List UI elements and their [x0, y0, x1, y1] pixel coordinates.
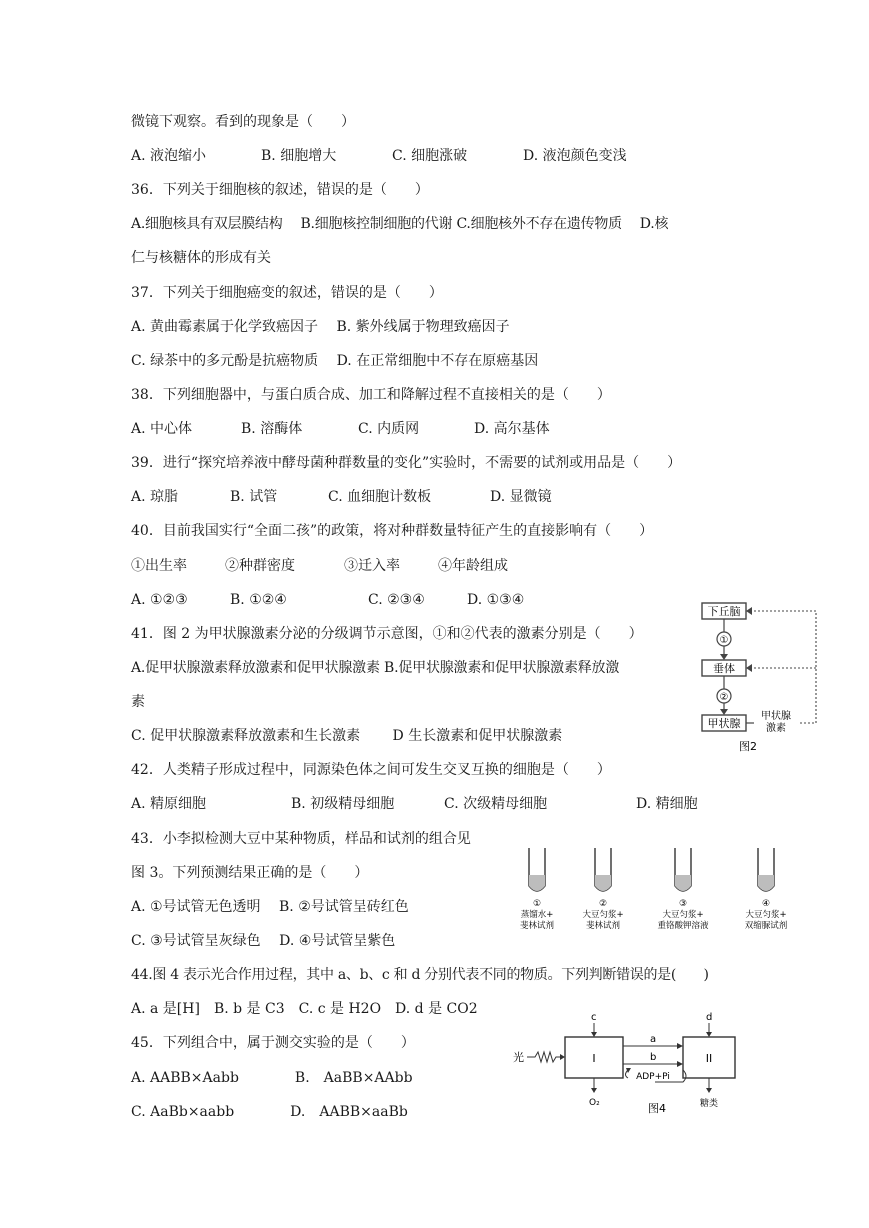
q39-option-b: B. 试管	[230, 489, 278, 505]
tube-3-label-2: 重铬酸钾溶液	[657, 921, 709, 931]
tube-4	[745, 848, 788, 931]
q40-option-d: D. ①③④	[467, 592, 525, 608]
q43-stem-line1: 43．小李拟检测大豆中某种物质，样品和试剂的组合见	[131, 831, 471, 847]
q35-stem-tail: 微镜下观察。看到的现象是（ ）	[131, 114, 355, 130]
q42-option-a: A. 精原细胞	[131, 796, 207, 812]
q38-option-b: B. 溶酶体	[241, 421, 303, 437]
q40-item-2: ②种群密度	[225, 558, 295, 574]
fig4-b-label: b	[650, 1052, 657, 1063]
tube-1-number: ①	[532, 899, 542, 909]
q36-stem: 36．下列关于细胞核的叙述，错误的是（ ）	[131, 182, 429, 198]
tube-1-label-2: 斐林试剂	[519, 921, 555, 931]
fig2-hormone-1-marker: ①	[719, 635, 729, 646]
q41-options-ab-line2: 素	[131, 694, 145, 710]
fig4-o2-label: O₂	[589, 1098, 600, 1108]
tube-3-label-1: 大豆匀浆+	[662, 910, 704, 920]
fig2-thyroid-hormone-label-2: 激素	[766, 723, 786, 734]
q35-option-d: D. 液泡颜色变浅	[523, 148, 627, 164]
tube-4-number: ④	[761, 899, 771, 909]
figure-2-thyroid-diagram	[696, 598, 828, 758]
q39-option-c: C. 血细胞计数板	[328, 489, 432, 505]
q42-stem: 42．人类精子形成过程中，同源染色体之间可发生交叉互换的细胞是（ ）	[131, 762, 611, 778]
tube-2	[582, 848, 623, 931]
q41-stem: 41．图 2 为甲状腺激素分泌的分级调节示意图，①和②代表的激素分别是（ ）	[131, 626, 643, 642]
q37-options-ab: A. 黄曲霉素属于化学致癌因子 B. 紫外线属于物理致癌因子	[131, 319, 510, 335]
tube-3	[657, 848, 709, 931]
q40-option-b: B. ①②④	[230, 592, 287, 608]
fig4-a-label: a	[650, 1034, 657, 1045]
q36-options-line2: 仁与核糖体的形成有关	[131, 250, 271, 266]
q38-option-d: D. 高尔基体	[474, 421, 550, 437]
q44-stem: 44.图 4 表示光合作用过程，其中 a、b、c 和 d 分别代表不同的物质。下列判断错误的是( )	[131, 967, 709, 983]
q40-option-a: A. ①②③	[131, 592, 188, 608]
tube-2-label-2: 斐林试剂	[585, 921, 621, 931]
fig4-d-label: d	[706, 1012, 713, 1023]
fig2-hormone-2-marker: ②	[719, 692, 729, 703]
q35-option-a: A. 液泡缩小	[131, 148, 207, 164]
q40-item-4: ④年龄组成	[438, 558, 508, 574]
q37-options-cd: C. 绿茶中的多元酚是抗癌物质 D. 在正常细胞中不存在原癌基因	[131, 353, 539, 369]
tube-3-number: ③	[678, 899, 688, 909]
q39-stem: 39．进行“探究培养液中酵母菌种群数量的变化”实验时，不需要的试剂或用品是（ ）	[131, 455, 682, 471]
q40-item-3: ③迁入率	[344, 558, 400, 574]
fig2-pituitary-label: 垂体	[713, 662, 735, 675]
q36-options-line1: A.细胞核具有双层膜结构 B.细胞核控制细胞的代谢 C.细胞核外不存在遗传物质 D.核	[131, 216, 669, 232]
q35-option-c: C. 细胞涨破	[392, 148, 468, 164]
q45-options-cd: C. AaBb×aabb D. AABB×aaBb	[131, 1104, 408, 1120]
tube-4-label-2: 双缩脲试剂	[744, 921, 788, 931]
q43-options-ab: A. ①号试管无色透明 B. ②号试管呈砖红色	[131, 899, 409, 915]
q44-options: A. a 是[H] B. b 是 C3 C. c 是 H2O D. d 是 CO2	[131, 1001, 478, 1017]
fig4-sugar-label: 糖类	[699, 1099, 719, 1109]
fig4-c-label: c	[591, 1012, 597, 1023]
tube-1-label-1: 蒸馏水+	[520, 910, 554, 920]
q43-options-cd: C. ③号试管呈灰绿色 D. ④号试管呈紫色	[131, 933, 396, 949]
q38-option-a: A. 中心体	[131, 421, 193, 437]
figure-3-test-tubes	[500, 844, 800, 936]
fig4-stage-2-label: II	[705, 1052, 713, 1065]
q40-option-c: C. ②③④	[368, 592, 425, 608]
q38-option-c: C. 内质网	[358, 421, 420, 437]
fig2-thyroid-label: 甲状腺	[707, 717, 741, 730]
fig4-light-label: 光	[513, 1051, 524, 1064]
tube-1	[520, 848, 555, 931]
q39-option-a: A. 琼脂	[131, 489, 179, 505]
fig2-hypothalamus-label: 下丘脑	[707, 605, 741, 618]
q39-option-d: D. 显微镜	[490, 489, 552, 505]
q41-options-ab-line1: A.促甲状腺激素释放激素和促甲状腺激素 B.促甲状腺激素和促甲状腺激素释放激	[131, 660, 620, 676]
q35-option-b: B. 细胞增大	[261, 148, 337, 164]
fig4-stage-1-label: I	[592, 1052, 596, 1065]
q40-stem: 40．目前我国实行“全面二孩”的政策，将对种群数量特征产生的直接影响有（ ）	[131, 523, 654, 539]
fig2-caption: 图2	[739, 740, 757, 753]
fig2-thyroid-hormone-label-1: 甲状腺	[761, 711, 791, 722]
tube-2-number: ②	[598, 899, 608, 909]
q45-stem: 45．下列组合中，属于测交实验的是（ ）	[131, 1035, 415, 1051]
tube-2-label-1: 大豆匀浆+	[582, 910, 624, 920]
q42-option-c: C. 次级精母细胞	[444, 796, 548, 812]
q42-option-b: B. 初级精母细胞	[291, 796, 395, 812]
fig4-caption: 图4	[648, 1102, 666, 1115]
q37-stem: 37．下列关于细胞癌变的叙述，错误的是（ ）	[131, 285, 443, 301]
q43-stem-line2: 图 3。下列预测结果正确的是（ ）	[131, 865, 369, 881]
fig4-adp-label: ADP+Pi	[636, 1072, 670, 1082]
q45-options-ab: A. AABB×Aabb B. AaBB×AAbb	[131, 1070, 413, 1086]
figure-4-photosynthesis-diagram	[505, 1010, 760, 1120]
q42-option-d: D. 精细胞	[636, 796, 698, 812]
q38-stem: 38．下列细胞器中，与蛋白质合成、加工和降解过程不直接相关的是（ ）	[131, 387, 611, 403]
q41-options-cd: C. 促甲状腺激素释放激素和生长激素 D 生长激素和促甲状腺激素	[131, 728, 563, 744]
tube-4-label-1: 大豆匀浆+	[745, 910, 787, 920]
q40-item-1: ①出生率	[131, 558, 187, 574]
